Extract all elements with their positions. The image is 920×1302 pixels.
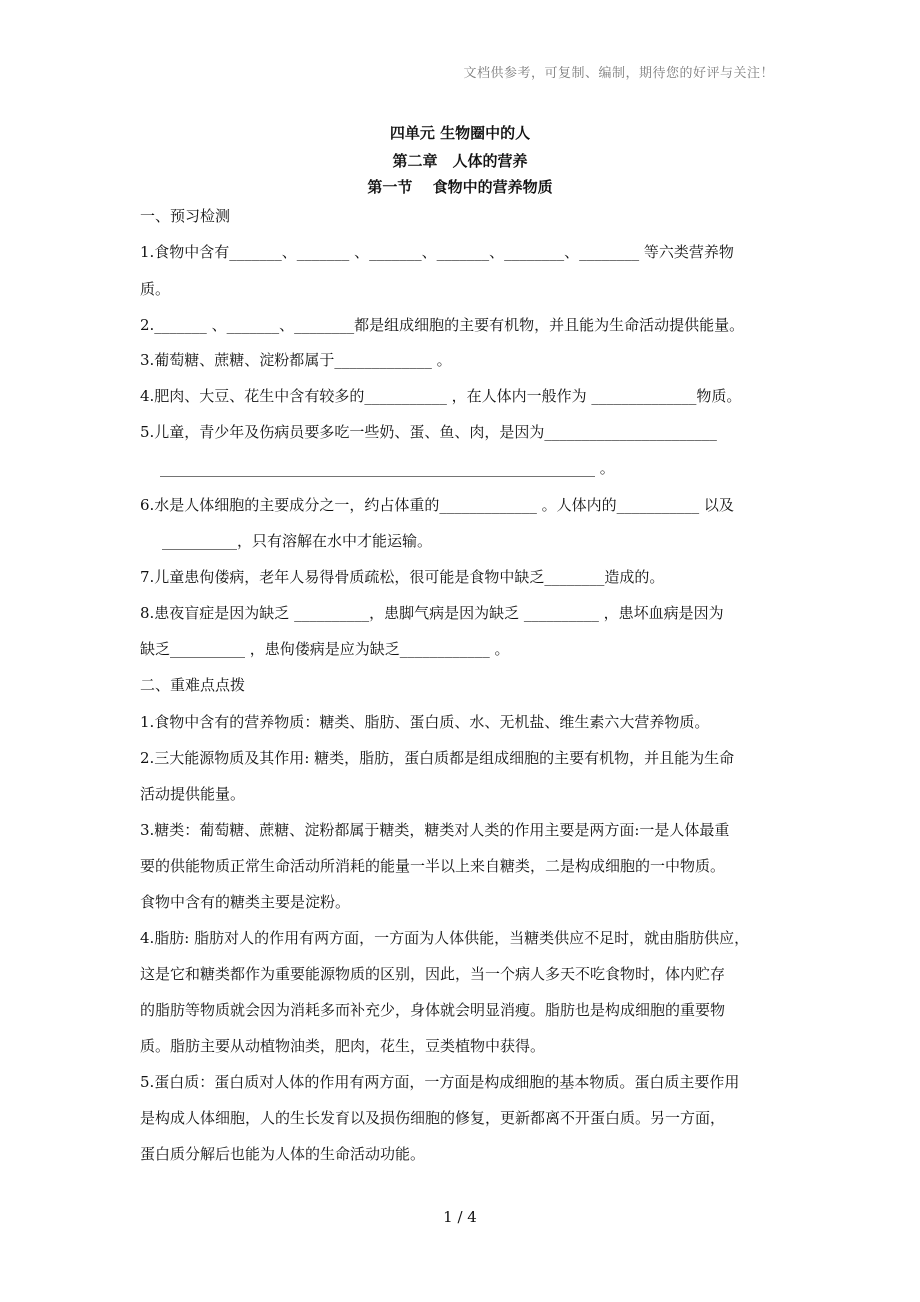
keypoint-4-line-4: 质。脂肪主要从动植物油类，肥肉，花生，豆类植物中获得。 — [140, 1037, 546, 1055]
question-2: 2._______ 、_______、________都是组成细胞的主要有机物，并且能为生命活动提供能量。 — [140, 316, 745, 334]
question-3: 3.葡萄糖、蔗糖、淀粉都属于_____________ 。 — [140, 351, 452, 369]
keypoint-5-line-2: 是构成人体细胞，人的生长发育以及损伤细胞的修复，更新都离不开蛋白质。另一方面， — [140, 1109, 726, 1127]
keypoint-4-line-2: 这是它和糖类都作为重要能源物质的区别，因此，当一个病人多天不吃食物时，体内贮存 — [140, 965, 726, 983]
keypoint-5-line-1: 5.蛋白质：蛋白质对人体的作用有两方面，一方面是构成细胞的基本物质。蛋白质主要作用 — [140, 1073, 740, 1091]
keypoint-4-line-1: 4.脂肪: 脂肪对人的作用有两方面，一方面为人体供能，当糖类供应不足时，就由脂肪供应， — [140, 929, 750, 947]
keypoint-3-line-3: 食物中含有的糖类主要是淀粉。 — [140, 893, 351, 911]
question-5-line-2: __________________________________________________________ 。 — [160, 459, 615, 477]
question-6-line-1: 6.水是人体细胞的主要成分之一，约占体重的_____________ 。人体内的___________ 以及 — [140, 496, 734, 514]
chapter-title: 第二章 人体的营养 — [392, 152, 528, 170]
header-note: 文档供参考，可复制、编制，期待您的好评与关注！ — [463, 66, 774, 81]
keypoints-heading: 二、重难点点拨 — [140, 676, 246, 694]
page-number: 1 / 4 — [443, 1208, 477, 1226]
question-5-line-1: 5.儿童，青少年及伤病员要多吃一些奶、蛋、鱼、肉，是因为_______________________ — [140, 423, 717, 441]
section-title: 第一节 食物中的营养物质 — [367, 178, 553, 196]
keypoint-2-line-1: 2.三大能源物质及其作用: 糖类，脂肪，蛋白质都是组成细胞的主要有机物，并且能为生命 — [140, 749, 735, 767]
question-1-line-1: 1.食物中含有_______、_______ 、_______、_______、________、________ 等六类营养物 — [140, 243, 734, 261]
keypoint-3-line-1: 3.糖类：葡萄糖、蔗糖、淀粉都属于糖类，糖类对人类的作用主要是两方面:一是人体最重 — [140, 821, 730, 839]
keypoint-5-line-3: 蛋白质分解后也能为人体的生命活动功能。 — [140, 1145, 426, 1163]
unit-title: 四单元 生物圈中的人 — [389, 124, 531, 142]
question-1-line-2: 质。 — [140, 280, 171, 298]
preview-heading: 一、预习检测 — [140, 207, 231, 225]
question-4: 4.肥肉、大豆、花生中含有较多的___________ ，在人体内一般作为 ______________物质。 — [140, 387, 742, 405]
question-8-line-1: 8.患夜盲症是因为缺乏 __________，患脚气病是因为缺乏 __________ ，患坏血病是因为 — [140, 604, 724, 622]
keypoint-3-line-2: 要的供能物质正常生命活动所消耗的能量一半以上来自糖类，二是构成细胞的一中物质。 — [140, 857, 726, 875]
question-6-line-2: __________，只有溶解在水中才能运输。 — [162, 532, 433, 550]
question-7: 7.儿童患佝偻病，老年人易得骨质疏松，很可能是食物中缺乏________造成的。 — [140, 568, 665, 586]
question-8-line-2: 缺乏__________ ，患佝偻病是应为缺乏____________ 。 — [140, 640, 510, 658]
keypoint-2-line-2: 活动提供能量。 — [140, 785, 246, 803]
keypoint-4-line-3: 的脂肪等物质就会因为消耗多而补充少，身体就会明显消瘦。脂肪也是构成细胞的重要物 — [140, 1001, 726, 1019]
keypoint-1: 1.食物中含有的营养物质：糖类、脂肪、蛋白质、水、无机盐、维生素六大营养物质。 — [140, 713, 710, 731]
